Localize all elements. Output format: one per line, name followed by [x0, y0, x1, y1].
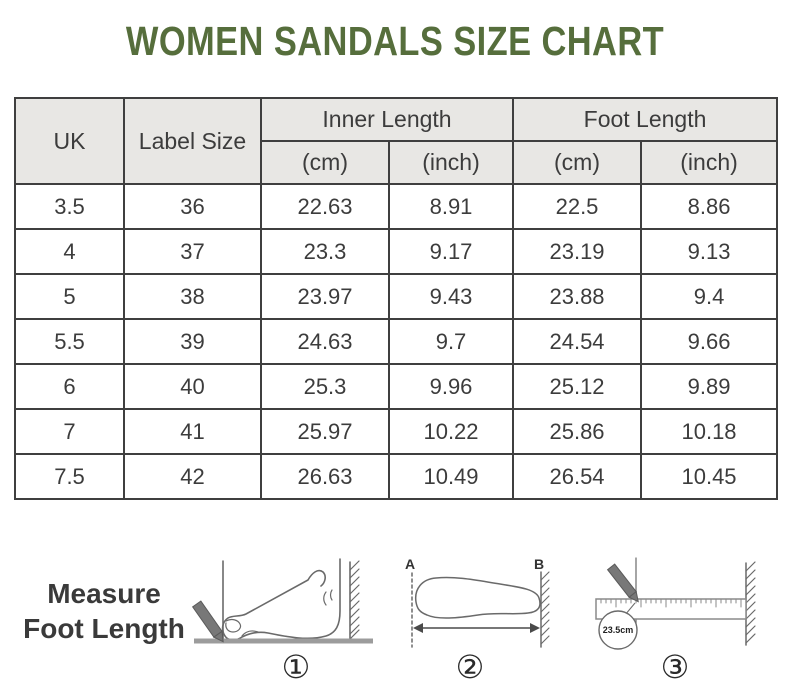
cell-label-size: 42	[124, 454, 261, 499]
size-table-body	[15, 184, 777, 499]
point-a-label: A	[405, 556, 416, 572]
cell-foot-inch: 9.13	[641, 229, 777, 274]
step-number-2: ②	[455, 649, 485, 685]
cell-label-size: 39	[124, 319, 261, 364]
step-number-1: ①	[281, 649, 311, 685]
measure-step2-diagram	[400, 555, 565, 655]
cell-uk: 7	[15, 409, 124, 454]
cell-foot-cm: 25.86	[513, 409, 641, 454]
table-row	[15, 274, 777, 319]
measure-foot-length-label	[10, 576, 198, 646]
table-row	[15, 184, 777, 229]
cell-inner-cm: 24.63	[261, 319, 389, 364]
cell-inner-inch: 9.7	[389, 319, 513, 364]
cell-label-size: 37	[124, 229, 261, 274]
wall-hatch	[350, 561, 359, 639]
cell-foot-cm: 26.54	[513, 454, 641, 499]
point-b-label: B	[534, 556, 545, 572]
ruler-measure-illustration	[588, 553, 773, 653]
table-row	[15, 409, 777, 454]
measure-step3-diagram	[588, 553, 773, 653]
col-header-foot-length: Foot Length	[513, 98, 777, 141]
cell-inner-inch: 10.22	[389, 409, 513, 454]
foot-side-view-illustration	[190, 553, 380, 653]
cell-inner-inch: 8.91	[389, 184, 513, 229]
col-header-foot-inch: (inch)	[641, 141, 777, 184]
table-row	[15, 229, 777, 274]
cell-foot-inch: 8.86	[641, 184, 777, 229]
table-row	[15, 454, 777, 499]
cell-label-size: 36	[124, 184, 261, 229]
cell-foot-cm: 25.12	[513, 364, 641, 409]
measurement-callout: 23.5cm	[602, 625, 634, 635]
cell-foot-cm: 22.5	[513, 184, 641, 229]
col-header-inner-inch: (inch)	[389, 141, 513, 184]
cell-inner-inch: 9.96	[389, 364, 513, 409]
measurement-arrow	[413, 623, 540, 633]
cell-foot-inch: 10.45	[641, 454, 777, 499]
ankle-detail	[324, 590, 332, 605]
wall-hatch	[541, 572, 549, 644]
cell-foot-cm: 24.54	[513, 319, 641, 364]
col-header-inner-length: Inner Length	[261, 98, 513, 141]
cell-label-size: 40	[124, 364, 261, 409]
wall-hatch	[746, 562, 755, 643]
cell-inner-cm: 22.63	[261, 184, 389, 229]
measure-label-line1: Measure	[47, 578, 161, 609]
foot-top-view-illustration	[400, 555, 565, 655]
cell-foot-inch: 10.18	[641, 409, 777, 454]
measure-step1-diagram	[190, 553, 380, 653]
cell-uk: 5	[15, 274, 124, 319]
cell-foot-cm: 23.88	[513, 274, 641, 319]
cell-inner-cm: 23.3	[261, 229, 389, 274]
page-title: WOMEN SANDALS SIZE CHART	[125, 18, 665, 64]
cell-uk: 3.5	[15, 184, 124, 229]
cell-inner-inch: 9.43	[389, 274, 513, 319]
cell-inner-cm: 25.3	[261, 364, 389, 409]
col-header-inner-cm: (cm)	[261, 141, 389, 184]
cell-foot-inch: 9.66	[641, 319, 777, 364]
table-row	[15, 319, 777, 364]
cell-inner-inch: 9.17	[389, 229, 513, 274]
table-row	[15, 364, 777, 409]
col-header-uk: UK	[15, 98, 124, 184]
cell-uk: 4	[15, 229, 124, 274]
size-table	[14, 97, 778, 500]
pencil-icon	[193, 601, 228, 644]
header-row-top	[15, 98, 777, 141]
cell-uk: 7.5	[15, 454, 124, 499]
cell-foot-inch: 9.89	[641, 364, 777, 409]
cell-inner-inch: 10.49	[389, 454, 513, 499]
cell-foot-inch: 9.4	[641, 274, 777, 319]
foot-outline	[416, 578, 540, 619]
cell-label-size: 38	[124, 274, 261, 319]
step-number-3: ③	[660, 649, 690, 685]
cell-inner-cm: 25.97	[261, 409, 389, 454]
measure-label-line2: Foot Length	[23, 613, 185, 644]
cell-inner-cm: 23.97	[261, 274, 389, 319]
cell-label-size: 41	[124, 409, 261, 454]
col-header-foot-cm: (cm)	[513, 141, 641, 184]
cell-uk: 5.5	[15, 319, 124, 364]
col-header-label-size: Label Size	[124, 98, 261, 184]
cell-foot-cm: 23.19	[513, 229, 641, 274]
size-table-header	[15, 98, 777, 184]
cell-uk: 6	[15, 364, 124, 409]
cell-inner-cm: 26.63	[261, 454, 389, 499]
